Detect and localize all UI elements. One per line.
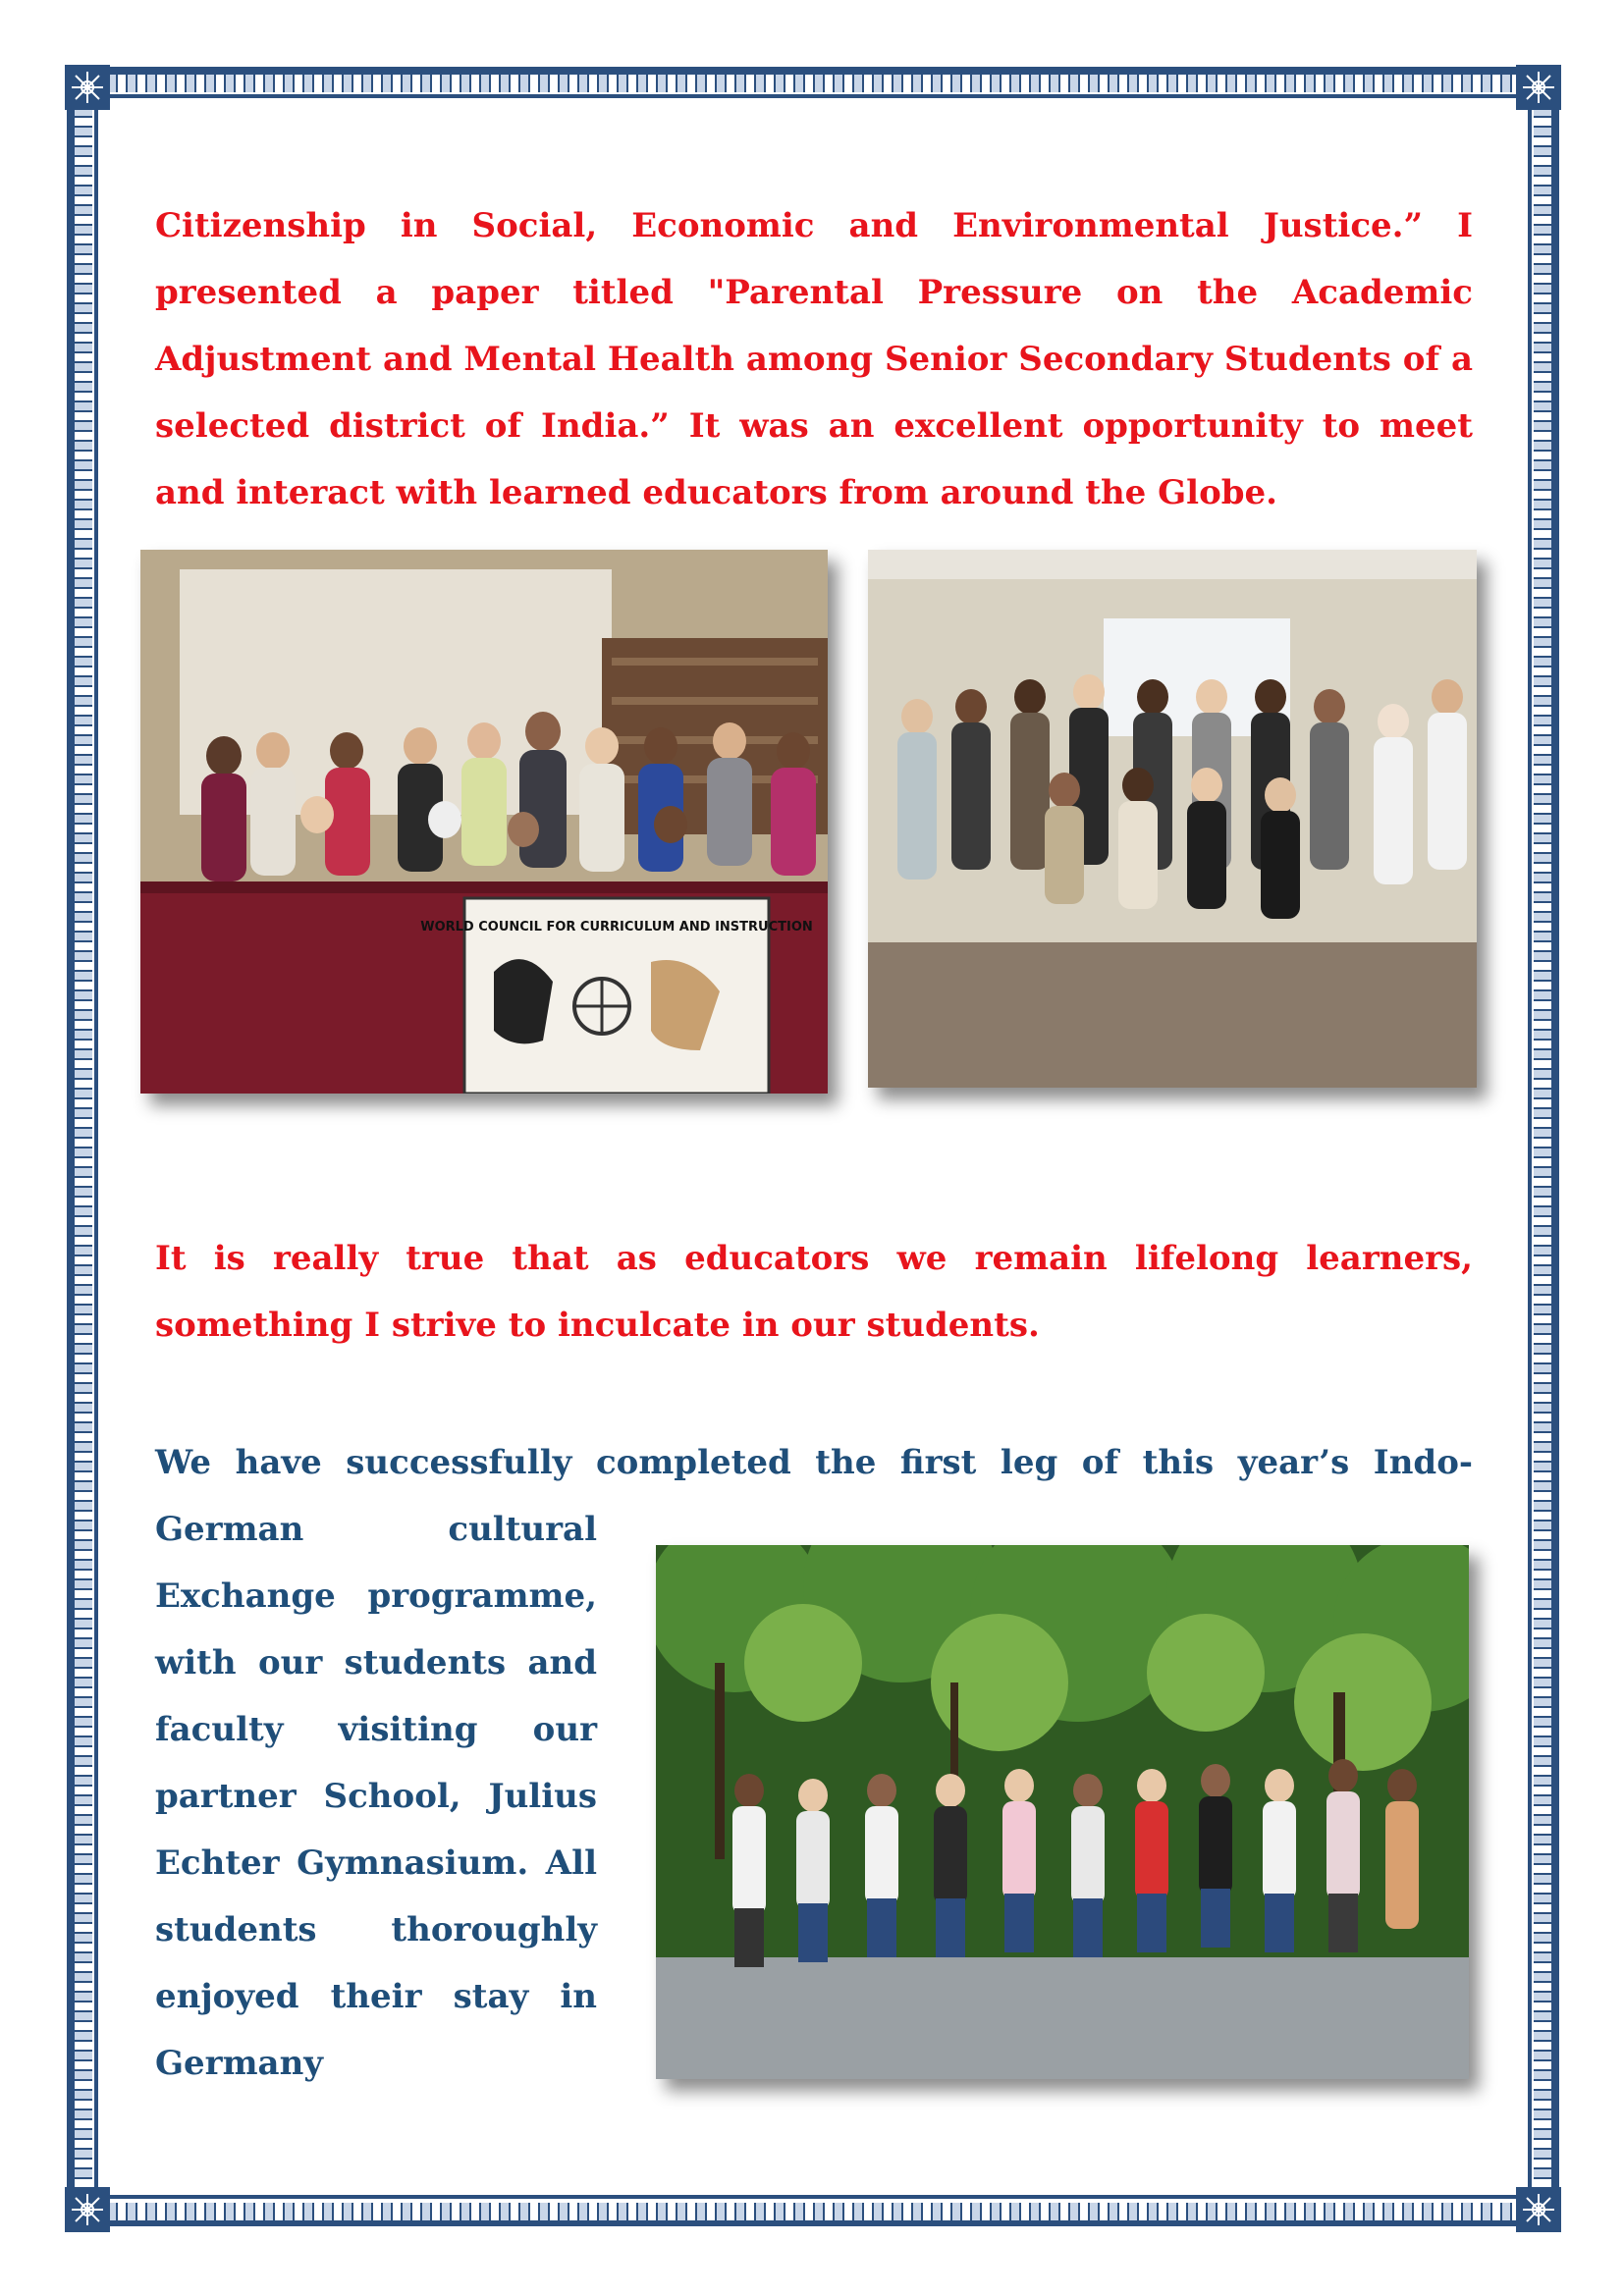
frame-band-top — [82, 75, 1543, 92]
corner-ornament-icon — [1516, 65, 1561, 110]
corner-ornament-icon — [65, 65, 110, 110]
conference-group-photo-2 — [868, 550, 1477, 1088]
corner-ornament-icon — [65, 2187, 110, 2232]
exchange-paragraph-first-line: We have successfully completed the first leg of this year’s Indo- — [155, 1443, 1473, 1482]
lifelong-learners-paragraph: It is really true that as educators we remain lifelong learners, something I strive to inculcate in our students. — [155, 1239, 1473, 1345]
students-group-photo — [656, 1545, 1469, 2079]
exchange-paragraph-body: German cultural Exchange programme, with our students and faculty visiting our partner School, Julius Echter Gymnasium. All students thoroughly enjoyed their stay in Germany — [155, 1510, 597, 2083]
intro-paragraph: Citizenship in Social, Economic and Environmental Justice.” I presented a paper titled "Parental Pressure on the Academic Adjustment and Mental Health among Senior Secondary Students of a selected district of India.” It was an excellent opportunity to meet and interact with learned educators from around the Globe. — [155, 206, 1473, 512]
conference-group-photo — [140, 550, 828, 1094]
corner-ornament-icon — [1516, 2187, 1561, 2232]
frame-band-left — [75, 82, 92, 2215]
frame-band-bottom — [82, 2203, 1543, 2220]
frame-band-right — [1534, 82, 1551, 2215]
banner-text: WORLD COUNCIL FOR CURRICULUM AND INSTRUCTION — [420, 920, 813, 934]
